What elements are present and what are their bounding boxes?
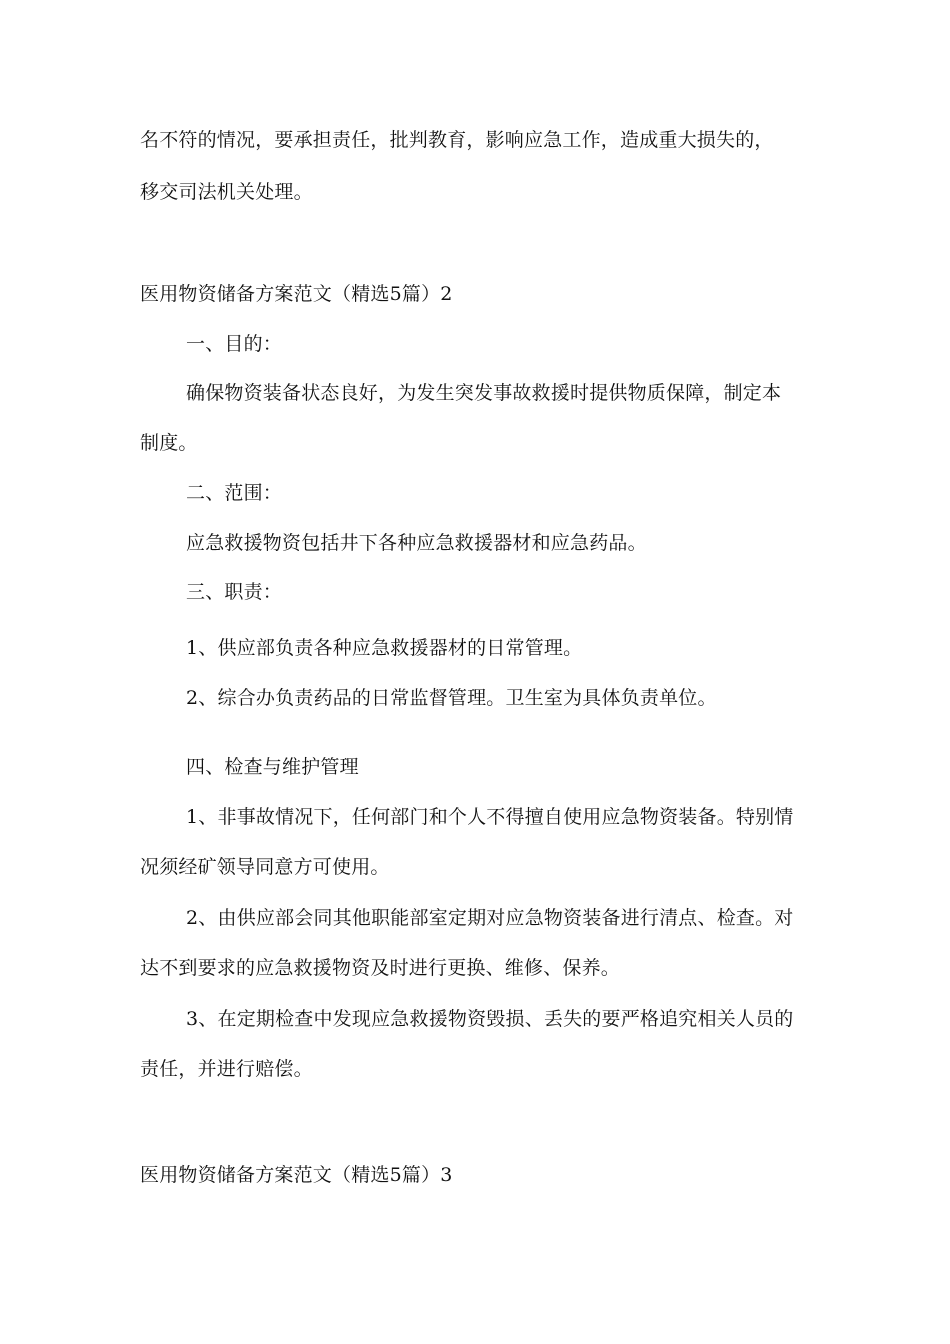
heading-inspection: 四、检查与维护管理 bbox=[186, 756, 359, 778]
section-title: 医用物资储备方案范文（精选5篇）3 bbox=[140, 1164, 453, 1186]
paragraph-line: 移交司法机关处理。 bbox=[140, 181, 313, 203]
paragraph-line: 况须经矿领导同意方可使用。 bbox=[140, 856, 390, 878]
paragraph-line: 达不到要求的应急救援物资及时进行更换、维修、保养。 bbox=[140, 957, 621, 979]
list-item: 2、综合办负责药品的日常监督管理。卫生室为具体负责单位。 bbox=[186, 687, 717, 709]
heading-scope: 二、范围： bbox=[186, 482, 283, 504]
list-item: 1、非事故情况下，任何部门和个人不得擅自使用应急物资装备。特别情 bbox=[186, 806, 794, 828]
paragraph-line: 制度。 bbox=[140, 432, 198, 454]
paragraph-line: 应急救援物资包括井下各种应急救援器材和应急药品。 bbox=[186, 532, 647, 554]
list-item: 3、在定期检查中发现应急救援物资毁损、丢失的要严格追究相关人员的 bbox=[186, 1008, 794, 1030]
section-title: 医用物资储备方案范文（精选5篇）2 bbox=[140, 283, 453, 305]
heading-duties: 三、职责： bbox=[186, 581, 283, 603]
paragraph-line: 名不符的情况，要承担责任，批判教育，影响应急工作，造成重大损失的， bbox=[140, 129, 774, 151]
paragraph-line: 确保物资装备状态良好，为发生突发事故救援时提供物质保障，制定本 bbox=[186, 382, 782, 404]
list-item: 1、供应部负责各种应急救援器材的日常管理。 bbox=[186, 637, 583, 659]
paragraph-line: 责任，并进行赔偿。 bbox=[140, 1058, 313, 1080]
heading-purpose: 一、目的： bbox=[186, 333, 283, 355]
list-item: 2、由供应部会同其他职能部室定期对应急物资装备进行清点、检查。对 bbox=[186, 907, 794, 929]
